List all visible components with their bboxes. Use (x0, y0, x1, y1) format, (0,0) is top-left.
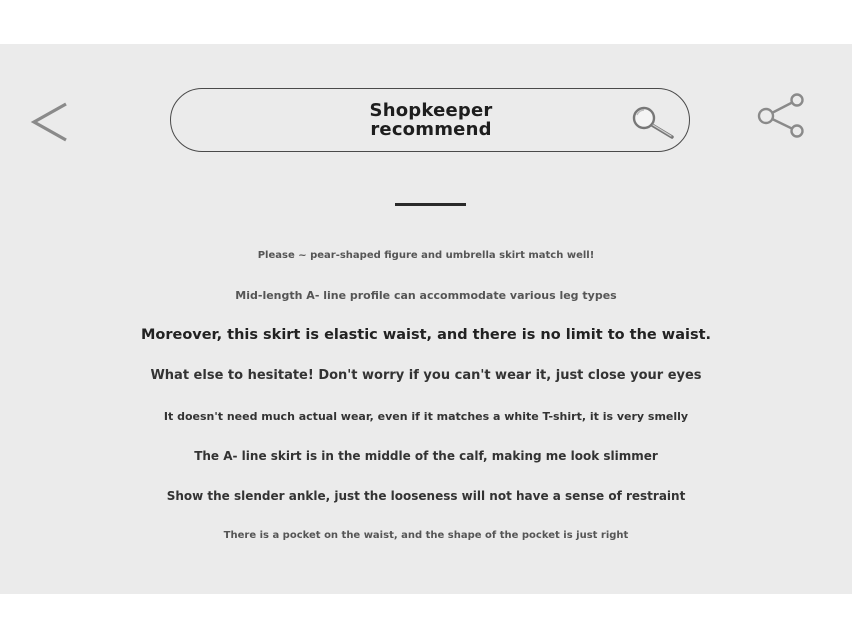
title-divider (395, 203, 466, 206)
description-line-2: Mid-length A- line profile can accommodate various leg types (235, 289, 617, 302)
description-line-5: It doesn't need much actual wear, even if it matches a white T-shirt, it is very smelly (163, 410, 689, 423)
search-title (171, 101, 691, 139)
back-button[interactable] (28, 100, 72, 146)
chevron-left-icon (28, 100, 72, 146)
search-button[interactable] (627, 103, 677, 143)
search-bar[interactable] (170, 88, 690, 152)
magnifier-icon (627, 103, 677, 143)
description-line-6: The A- line skirt is in the middle of the calf, making me look slimmer (194, 449, 658, 463)
search-title-line-1: Shopkeeper (369, 100, 493, 121)
product-description-panel (0, 44, 852, 594)
description-line-4: What else to hesitate! Don't worry if you can't wear it, just close your eyes (150, 368, 702, 383)
description-line-1: Please ~ pear-shaped figure and umbrella skirt match well! (257, 250, 595, 261)
share-button[interactable] (754, 91, 808, 141)
share-icon (754, 91, 808, 141)
description-line-8: There is a pocket on the waist, and the shape of the pocket is just right (223, 530, 629, 541)
search-title-line-2: recommend (370, 119, 492, 140)
description-line-3: Moreover, this skirt is elastic waist, and there is no limit to the waist. (140, 327, 712, 343)
description-line-7: Show the slender ankle, just the looseness will not have a sense of restraint (166, 489, 686, 503)
